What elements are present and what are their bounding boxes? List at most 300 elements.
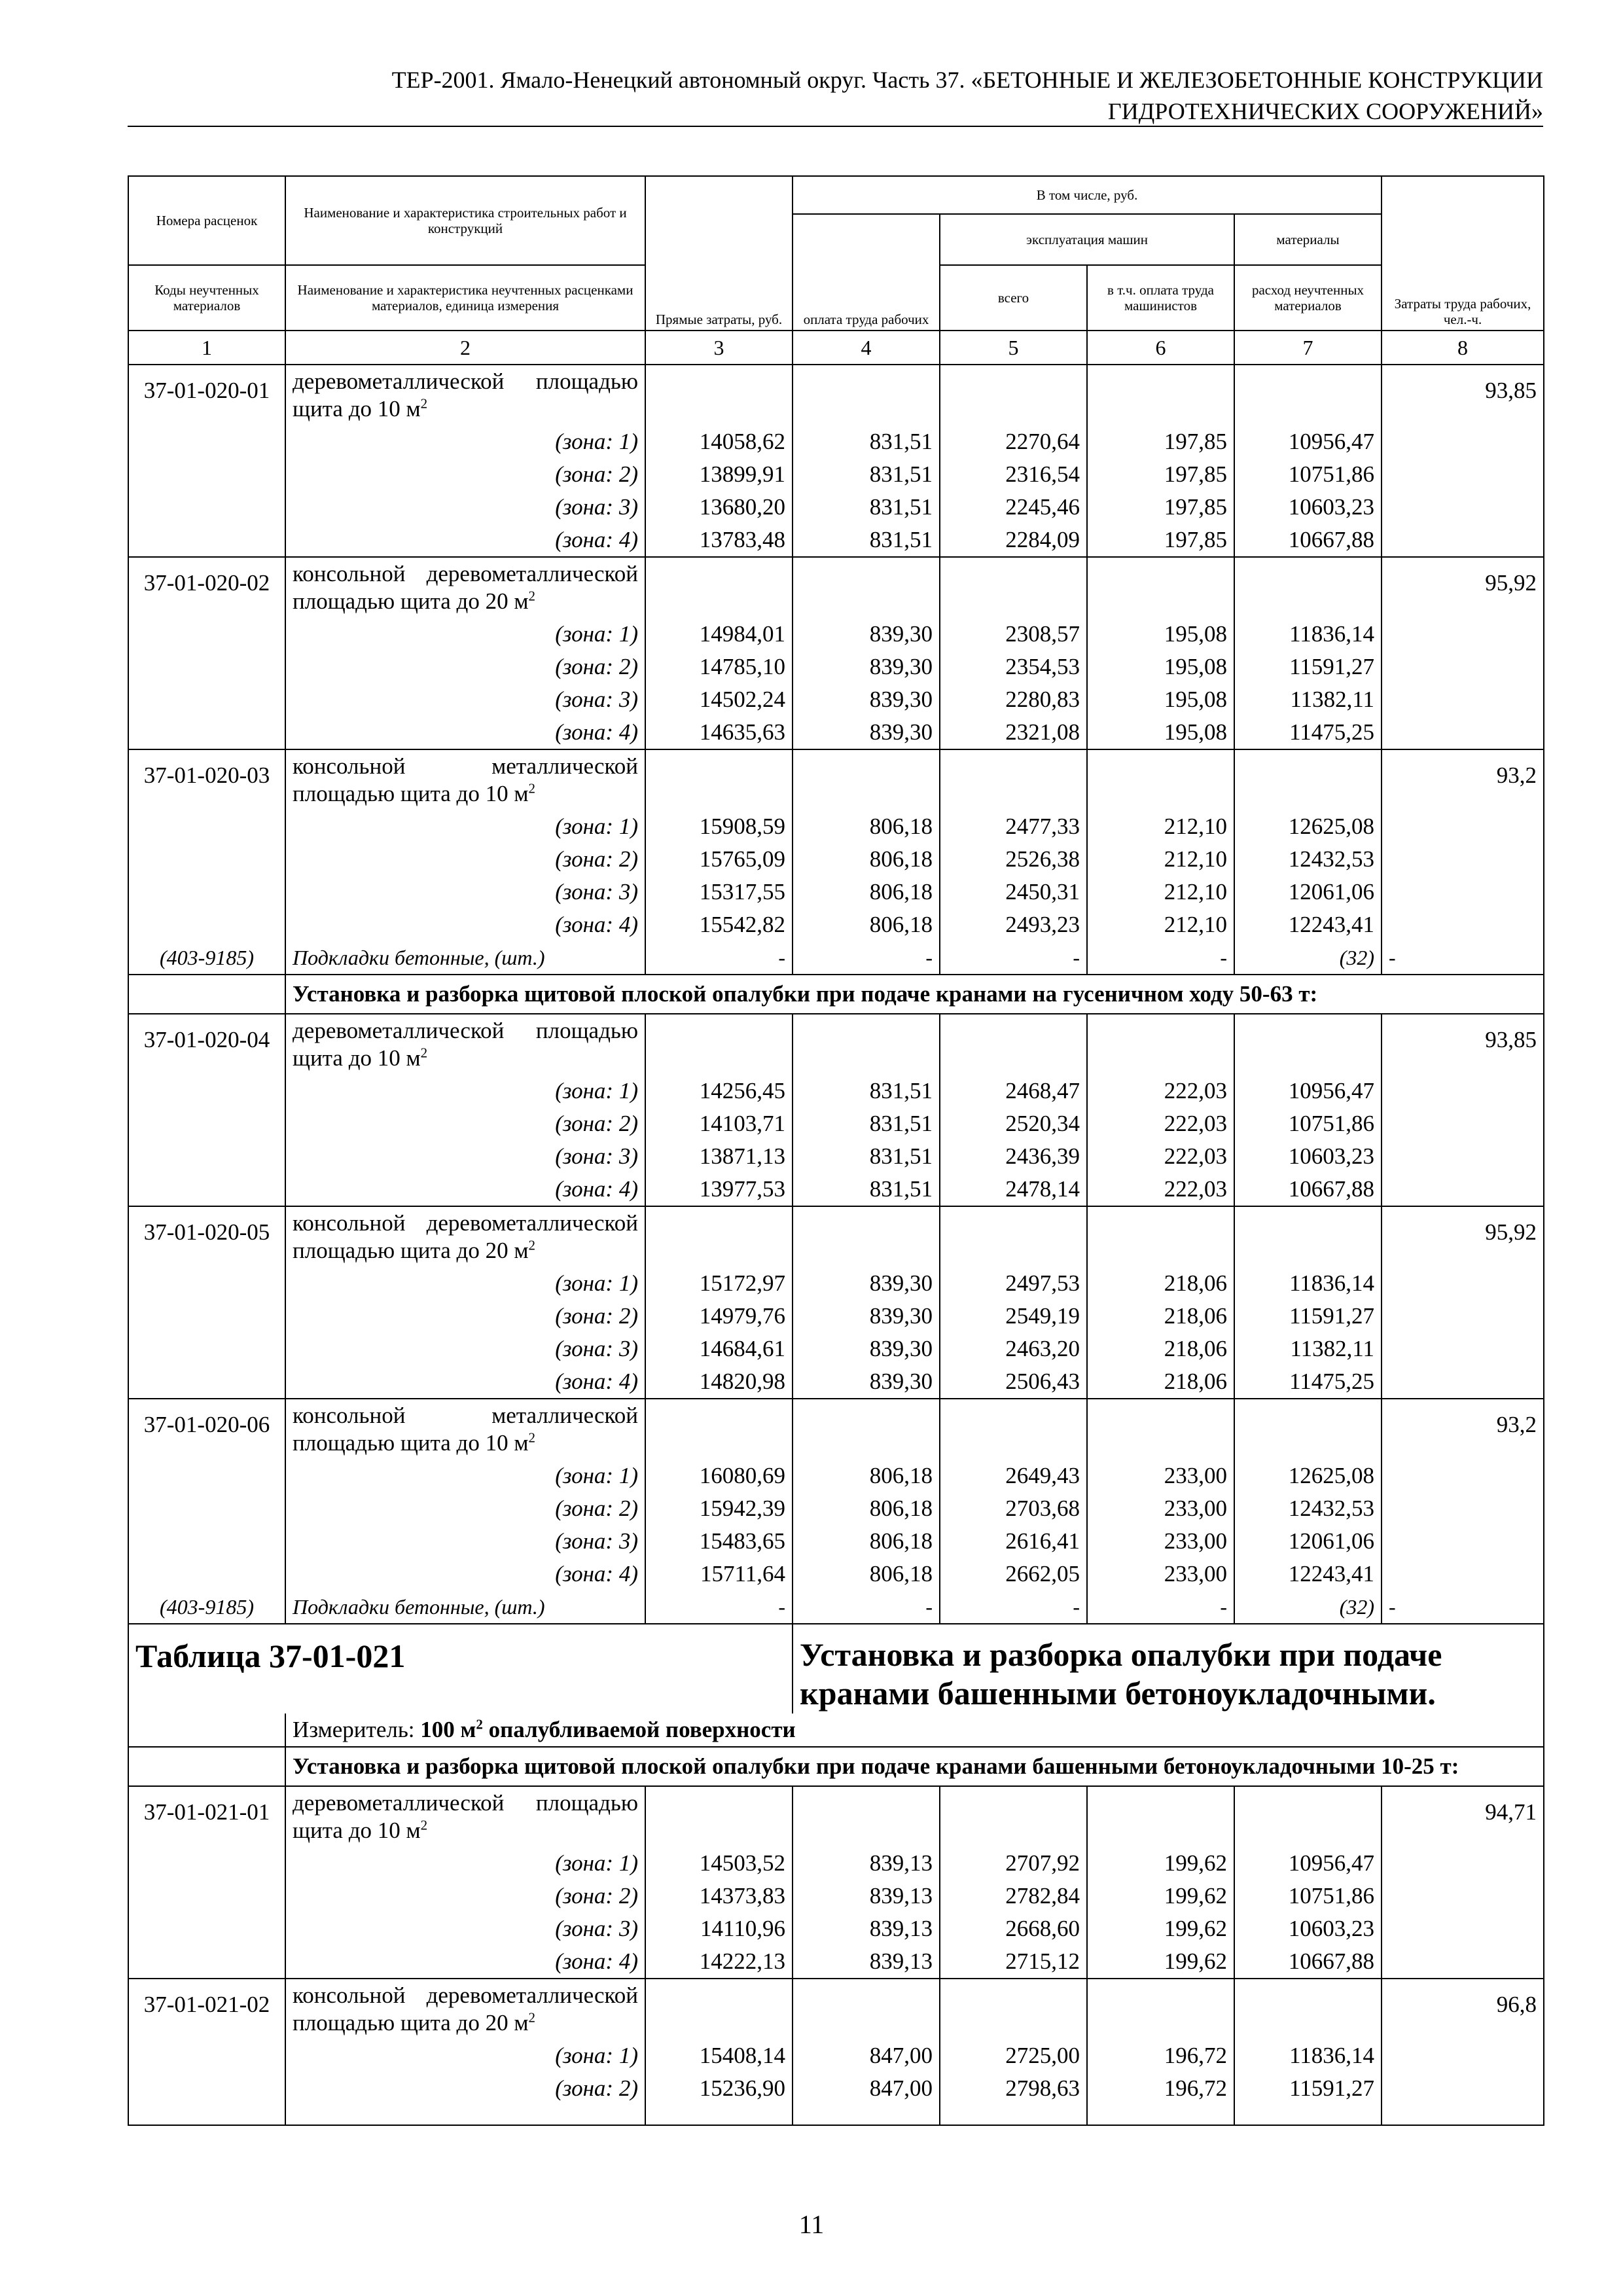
zone-spacer: [128, 1267, 285, 1300]
machinist-pay: 195,08: [1087, 651, 1234, 683]
zone-row: [128, 1525, 1544, 1558]
zone-spacer: [128, 1492, 285, 1525]
table-code: Таблица 37-01-021: [135, 1638, 406, 1674]
worker-pay: 831,51: [793, 1140, 940, 1173]
machinist-pay: 218,06: [1087, 1333, 1234, 1365]
zone-row: [128, 1333, 1544, 1365]
material-name: Подкладки бетонные, (шт.): [285, 1590, 645, 1624]
zone-row: [128, 810, 1544, 843]
materials-cost: 12432,53: [1234, 1492, 1382, 1525]
zone-spacer: [128, 1880, 285, 1912]
zone-spacer: [128, 843, 285, 876]
material-value: (32): [1234, 941, 1382, 975]
worker-pay: 831,51: [793, 1107, 940, 1140]
meter-sup: 2: [476, 1716, 483, 1732]
column-numbers: [128, 331, 1544, 365]
materials-cost: 10956,47: [1234, 1847, 1382, 1880]
empty-cell: [940, 557, 1087, 618]
zone-row: [128, 458, 1544, 491]
rate-name: [285, 557, 645, 618]
zone-row: [128, 1460, 1544, 1492]
rate-name: [285, 1206, 645, 1267]
machinist-pay: 195,08: [1087, 683, 1234, 716]
zone-spacer: [128, 716, 285, 749]
zone-row: [128, 1912, 1544, 1945]
machines-total: 2662,05: [940, 1558, 1087, 1590]
empty-cell: [645, 1979, 793, 2039]
empty-cell: [645, 1786, 793, 1847]
rate-row: [128, 365, 1544, 425]
materials-cost: 10751,86: [1234, 458, 1382, 491]
worker-pay: 839,13: [793, 1912, 940, 1945]
rate-code: 37-01-021-02: [128, 1979, 285, 2039]
machines-total: 2477,33: [940, 810, 1087, 843]
column-number-4: 4: [793, 331, 940, 365]
empty-cell: [1234, 557, 1382, 618]
machines-total: 2526,38: [940, 843, 1087, 876]
empty-cell: [940, 365, 1087, 425]
zone-spacer: [128, 651, 285, 683]
rate-row: [128, 1014, 1544, 1075]
zone-empty: [1382, 1847, 1544, 1880]
material-labor: -: [1382, 941, 1544, 975]
zone-label: (зона: 4): [285, 1945, 645, 1979]
materials-cost: 10667,88: [1234, 524, 1382, 557]
rate-code: 37-01-020-06: [128, 1399, 285, 1460]
direct-cost: 15408,14: [645, 2039, 793, 2072]
direct-cost: 15765,09: [645, 843, 793, 876]
zone-row: [128, 524, 1544, 557]
machinist-pay: 212,10: [1087, 908, 1234, 941]
worker-pay: 831,51: [793, 1075, 940, 1107]
machines-total: 2468,47: [940, 1075, 1087, 1107]
table-title: Установка и разборка опалубки при подаче кранами башенными бетоноукладочными.: [800, 1636, 1442, 1712]
machinist-pay: 195,08: [1087, 618, 1234, 651]
col6-header: в т.ч. оплата труда машинистов: [1087, 265, 1234, 331]
material-value: -: [1087, 1590, 1234, 1624]
zone-spacer: [128, 683, 285, 716]
rate-name: [285, 1014, 645, 1075]
rate-name-text: консольной деревометаллической площадью щита до 20 м: [293, 561, 638, 614]
direct-cost: 14979,76: [645, 1300, 793, 1333]
col3-header: Прямые затраты, руб.: [645, 176, 793, 331]
direct-cost: 14103,71: [645, 1107, 793, 1140]
machines-total: 2280,83: [940, 683, 1087, 716]
zone-label: (зона: 2): [285, 843, 645, 876]
zone-spacer: [128, 1558, 285, 1590]
direct-cost: 15172,97: [645, 1267, 793, 1300]
materials-cost: 12625,08: [1234, 1460, 1382, 1492]
machines-total: 2436,39: [940, 1140, 1087, 1173]
zone-spacer: [128, 1107, 285, 1140]
empty-cell: [645, 1014, 793, 1075]
machines-total: 2506,43: [940, 1365, 1087, 1399]
direct-cost: 14058,62: [645, 425, 793, 458]
col7-header: расход неучтенных материалов: [1234, 265, 1382, 331]
empty-cell: [1234, 749, 1382, 810]
machines-total: 2321,08: [940, 716, 1087, 749]
labor-cost: 94,71: [1382, 1786, 1544, 1847]
direct-cost: 13977,53: [645, 1173, 793, 1206]
zone-label: (зона: 2): [285, 1492, 645, 1525]
worker-pay: 847,00: [793, 2039, 940, 2072]
zone-label: (зона: 4): [285, 716, 645, 749]
zone-empty: [1382, 1492, 1544, 1525]
labor-cost: 95,92: [1382, 557, 1544, 618]
worker-pay: 839,30: [793, 618, 940, 651]
machinist-pay: 197,85: [1087, 458, 1234, 491]
material-value: -: [940, 1590, 1087, 1624]
zone-label: (зона: 4): [285, 908, 645, 941]
rate-name-text: консольной металлической площадью щита до 10 м: [293, 1403, 638, 1456]
zone-label: (зона: 1): [285, 1075, 645, 1107]
zone-spacer: [128, 1945, 285, 1979]
direct-cost: 15483,65: [645, 1525, 793, 1558]
zone-empty: [1382, 1912, 1544, 1945]
empty-cell: [645, 749, 793, 810]
empty-cell: [1087, 1399, 1234, 1460]
material-labor: -: [1382, 1590, 1544, 1624]
rate-name-sup: 2: [528, 1429, 535, 1446]
machines-total: 2316,54: [940, 458, 1087, 491]
meter-label: Измеритель:: [293, 1717, 421, 1742]
worker-pay: 831,51: [793, 425, 940, 458]
rate-row: [128, 1399, 1544, 1460]
machinist-pay: 199,62: [1087, 1847, 1234, 1880]
zone-row: [128, 618, 1544, 651]
zone-label: (зона: 4): [285, 1365, 645, 1399]
machinist-pay: 197,85: [1087, 524, 1234, 557]
material-value: -: [793, 941, 940, 975]
section-title: Установка и разборка щитовой плоской опалубки при подаче кранами башенными бетоноукладочными 10-25 т:: [285, 1747, 1544, 1786]
direct-cost: 15711,64: [645, 1558, 793, 1590]
direct-cost: 14373,83: [645, 1880, 793, 1912]
empty-cell: [1234, 1786, 1382, 1847]
rate-name-text: деревометаллической площадью щита до 10 м: [293, 1790, 638, 1843]
machinist-pay: 233,00: [1087, 1525, 1234, 1558]
materials-cost: 10956,47: [1234, 1075, 1382, 1107]
empty-cell: [1087, 1979, 1234, 2039]
zone-empty: [1382, 2072, 1544, 2105]
worker-pay: 831,51: [793, 491, 940, 524]
materials-header: материалы: [1234, 214, 1382, 265]
column-number-1: 1: [128, 331, 285, 365]
zone-row: [128, 1492, 1544, 1525]
machines-total: 2782,84: [940, 1880, 1087, 1912]
empty-cell: [645, 557, 793, 618]
rate-code: 37-01-020-03: [128, 749, 285, 810]
direct-cost: 15908,59: [645, 810, 793, 843]
worker-pay: 831,51: [793, 458, 940, 491]
worker-pay: 839,30: [793, 716, 940, 749]
table-body-037-01-021: [128, 1747, 1544, 2105]
machinist-pay: 199,62: [1087, 1945, 1234, 1979]
rate-row: [128, 1206, 1544, 1267]
rate-row: [128, 1786, 1544, 1847]
direct-cost: 14785,10: [645, 651, 793, 683]
materials-cost: 11591,27: [1234, 2072, 1382, 2105]
material-value: -: [645, 941, 793, 975]
zone-spacer: [128, 1912, 285, 1945]
header-rule: [128, 126, 1543, 127]
material-row: [128, 1590, 1544, 1624]
zone-empty: [1382, 1365, 1544, 1399]
rate-code: 37-01-020-02: [128, 557, 285, 618]
zone-label: (зона: 2): [285, 2072, 645, 2105]
zone-label: (зона: 1): [285, 1267, 645, 1300]
empty-cell: [793, 365, 940, 425]
worker-pay: 839,13: [793, 1880, 940, 1912]
zone-empty: [1382, 425, 1544, 458]
machines-total: 2450,31: [940, 876, 1087, 908]
zone-empty: [1382, 1333, 1544, 1365]
zone-row: [128, 843, 1544, 876]
zone-row: [128, 425, 1544, 458]
zone-row: [128, 1140, 1544, 1173]
rate-code: 37-01-020-04: [128, 1014, 285, 1075]
machinist-pay: 222,03: [1087, 1173, 1234, 1206]
machines-total: 2493,23: [940, 908, 1087, 941]
col1-top-header: Номера расценок: [128, 176, 285, 265]
direct-cost: 14256,45: [645, 1075, 793, 1107]
column-number-5: 5: [940, 331, 1087, 365]
material-value: -: [1087, 941, 1234, 975]
zone-label: (зона: 4): [285, 1558, 645, 1590]
machinist-pay: 218,06: [1087, 1300, 1234, 1333]
worker-pay: 839,30: [793, 1267, 940, 1300]
direct-cost: 13680,20: [645, 491, 793, 524]
material-value: -: [793, 1590, 940, 1624]
zone-spacer: [128, 1173, 285, 1206]
zone-row: [128, 1267, 1544, 1300]
worker-pay: 839,30: [793, 1333, 940, 1365]
materials-cost: 12061,06: [1234, 876, 1382, 908]
section-row: [128, 975, 1544, 1014]
machinist-pay: 197,85: [1087, 425, 1234, 458]
column-number-8: 8: [1382, 331, 1544, 365]
empty-cell: [793, 1786, 940, 1847]
zone-row: [128, 1880, 1544, 1912]
rate-name-sup: 2: [420, 1045, 428, 1061]
machines-total: 2707,92: [940, 1847, 1087, 1880]
zone-empty: [1382, 810, 1544, 843]
zone-empty: [1382, 1267, 1544, 1300]
rate-name: [285, 365, 645, 425]
zone-empty: [1382, 1558, 1544, 1590]
rate-name: [285, 1399, 645, 1460]
rate-code: 37-01-020-01: [128, 365, 285, 425]
direct-cost: 13871,13: [645, 1140, 793, 1173]
section-spacer: [128, 975, 285, 1014]
rate-code: 37-01-020-05: [128, 1206, 285, 1267]
direct-cost: 13899,91: [645, 458, 793, 491]
empty-cell: [1087, 1206, 1234, 1267]
labor-cost: 93,2: [1382, 1399, 1544, 1460]
zone-label: (зона: 1): [285, 1847, 645, 1880]
machines-total: 2520,34: [940, 1107, 1087, 1140]
machinist-pay: 233,00: [1087, 1492, 1234, 1525]
direct-cost: 14503,52: [645, 1847, 793, 1880]
zone-spacer: [128, 908, 285, 941]
zone-label: (зона: 1): [285, 2039, 645, 2072]
zone-empty: [1382, 843, 1544, 876]
zone-row: [128, 2072, 1544, 2105]
worker-pay: 847,00: [793, 2072, 940, 2105]
machinist-pay: 199,62: [1087, 1912, 1234, 1945]
materials-cost: 10603,23: [1234, 1912, 1382, 1945]
direct-cost: 14635,63: [645, 716, 793, 749]
rate-row: [128, 1979, 1544, 2039]
machines-total: 2649,43: [940, 1460, 1087, 1492]
worker-pay: 839,30: [793, 683, 940, 716]
empty-cell: [793, 1399, 940, 1460]
column-number-2: 2: [285, 331, 645, 365]
materials-cost: 11591,27: [1234, 651, 1382, 683]
meter-line: [285, 1713, 1544, 1747]
empty-cell: [793, 1979, 940, 2039]
empty-cell: [1087, 1786, 1234, 1847]
materials-cost: 11382,11: [1234, 1333, 1382, 1365]
worker-pay: 806,18: [793, 1460, 940, 1492]
zone-empty: [1382, 1107, 1544, 1140]
machines-total: 2549,19: [940, 1300, 1087, 1333]
direct-cost: 14984,01: [645, 618, 793, 651]
zone-spacer: [128, 458, 285, 491]
rate-name: [285, 1979, 645, 2039]
materials-cost: 11382,11: [1234, 683, 1382, 716]
labor-cost: 93,85: [1382, 1014, 1544, 1075]
empty-cell: [940, 1979, 1087, 2039]
column-number-7: 7: [1234, 331, 1382, 365]
zone-spacer: [128, 425, 285, 458]
zone-empty: [1382, 618, 1544, 651]
zone-spacer: [128, 876, 285, 908]
zone-empty: [1382, 491, 1544, 524]
machinist-pay: 222,03: [1087, 1075, 1234, 1107]
column-number-3: 3: [645, 331, 793, 365]
zone-row: [128, 876, 1544, 908]
section-title: Установка и разборка щитовой плоской опалубки при подаче кранами на гусеничном ходу 50-63 т:: [285, 975, 1544, 1014]
zone-empty: [1382, 683, 1544, 716]
worker-pay: 806,18: [793, 1558, 940, 1590]
labor-cost: 93,85: [1382, 365, 1544, 425]
worker-pay: 806,18: [793, 1525, 940, 1558]
materials-cost: 12432,53: [1234, 843, 1382, 876]
worker-pay: 806,18: [793, 876, 940, 908]
materials-cost: 11591,27: [1234, 1300, 1382, 1333]
empty-cell: [1234, 1979, 1382, 2039]
section-spacer: [128, 1747, 285, 1786]
col1-bottom-header: Коды неучтенных материалов: [128, 265, 285, 331]
empty-cell: [1087, 1014, 1234, 1075]
empty-cell: [1234, 1399, 1382, 1460]
machinist-pay: 222,03: [1087, 1107, 1234, 1140]
zone-label: (зона: 4): [285, 1173, 645, 1206]
empty-cell: [1087, 749, 1234, 810]
zone-empty: [1382, 1075, 1544, 1107]
header-line-1: ТЕР-2001. Ямало-Ненецкий автономный округ. Часть 37. «БЕТОННЫЕ И ЖЕЛЕЗОБЕТОННЫЕ КОНСТРУКЦИИ: [391, 67, 1543, 93]
zone-empty: [1382, 1880, 1544, 1912]
empty-cell: [1087, 557, 1234, 618]
zone-row: [128, 1173, 1544, 1206]
zone-label: (зона: 3): [285, 1333, 645, 1365]
zone-spacer: [128, 2039, 285, 2072]
zone-empty: [1382, 1945, 1544, 1979]
machinist-pay: 233,00: [1087, 1460, 1234, 1492]
zone-empty: [1382, 716, 1544, 749]
empty-cell: [793, 1014, 940, 1075]
materials-cost: 10751,86: [1234, 1880, 1382, 1912]
rate-name: [285, 1786, 645, 1847]
rates-table: [128, 175, 1544, 2126]
empty-cell: [793, 1206, 940, 1267]
empty-cell: [645, 365, 793, 425]
rate-name-sup: 2: [420, 395, 428, 412]
zone-row: [128, 1075, 1544, 1107]
machines-total: 2616,41: [940, 1525, 1087, 1558]
materials-cost: 11836,14: [1234, 1267, 1382, 1300]
material-value: (32): [1234, 1590, 1382, 1624]
zone-spacer: [128, 1075, 285, 1107]
machinist-pay: 218,06: [1087, 1267, 1234, 1300]
zone-row: [128, 1945, 1544, 1979]
rate-name-text: консольной деревометаллической площадью щита до 20 м: [293, 1210, 638, 1263]
zone-empty: [1382, 1173, 1544, 1206]
zone-row: [128, 1558, 1544, 1590]
col4-header: оплата труда рабочих: [793, 214, 940, 331]
materials-cost: 11475,25: [1234, 1365, 1382, 1399]
material-row: [128, 941, 1544, 975]
rate-name-sup: 2: [528, 588, 535, 604]
empty-cell: [1087, 365, 1234, 425]
zone-label: (зона: 3): [285, 683, 645, 716]
rate-name-text: консольной металлической площадью щита до 10 м: [293, 753, 638, 806]
section-row: [128, 1747, 1544, 1786]
machinist-pay: 212,10: [1087, 843, 1234, 876]
machines-total: 2308,57: [940, 618, 1087, 651]
zone-row: [128, 651, 1544, 683]
zone-spacer: [128, 1140, 285, 1173]
direct-cost: 14684,61: [645, 1333, 793, 1365]
labor-cost: 96,8: [1382, 1979, 1544, 2039]
rate-name-sup: 2: [528, 780, 535, 797]
table-37-01-021-title: [128, 1624, 1544, 1747]
meter-rest: опалубливаемой поверхности: [482, 1717, 796, 1742]
material-code: (403-9185): [128, 1590, 285, 1624]
rate-code: 37-01-021-01: [128, 1786, 285, 1847]
machines-total: 2798,63: [940, 2072, 1087, 2105]
zone-spacer: [128, 491, 285, 524]
labor-cost: 95,92: [1382, 1206, 1544, 1267]
materials-cost: 12625,08: [1234, 810, 1382, 843]
empty-cell: [940, 1014, 1087, 1075]
empty-cell: [1234, 1206, 1382, 1267]
zone-spacer: [128, 810, 285, 843]
rate-row: [128, 557, 1544, 618]
machines-total: 2497,53: [940, 1267, 1087, 1300]
machinist-pay: 218,06: [1087, 1365, 1234, 1399]
machinist-pay: 196,72: [1087, 2039, 1234, 2072]
machinist-pay: 212,10: [1087, 876, 1234, 908]
worker-pay: 839,13: [793, 1847, 940, 1880]
rate-name-sup: 2: [420, 1817, 428, 1833]
machines-total: 2668,60: [940, 1912, 1087, 1945]
col5-header: всего: [940, 265, 1087, 331]
zone-label: (зона: 1): [285, 618, 645, 651]
worker-pay: 806,18: [793, 843, 940, 876]
zone-spacer: [128, 524, 285, 557]
table-header: [128, 176, 1544, 331]
